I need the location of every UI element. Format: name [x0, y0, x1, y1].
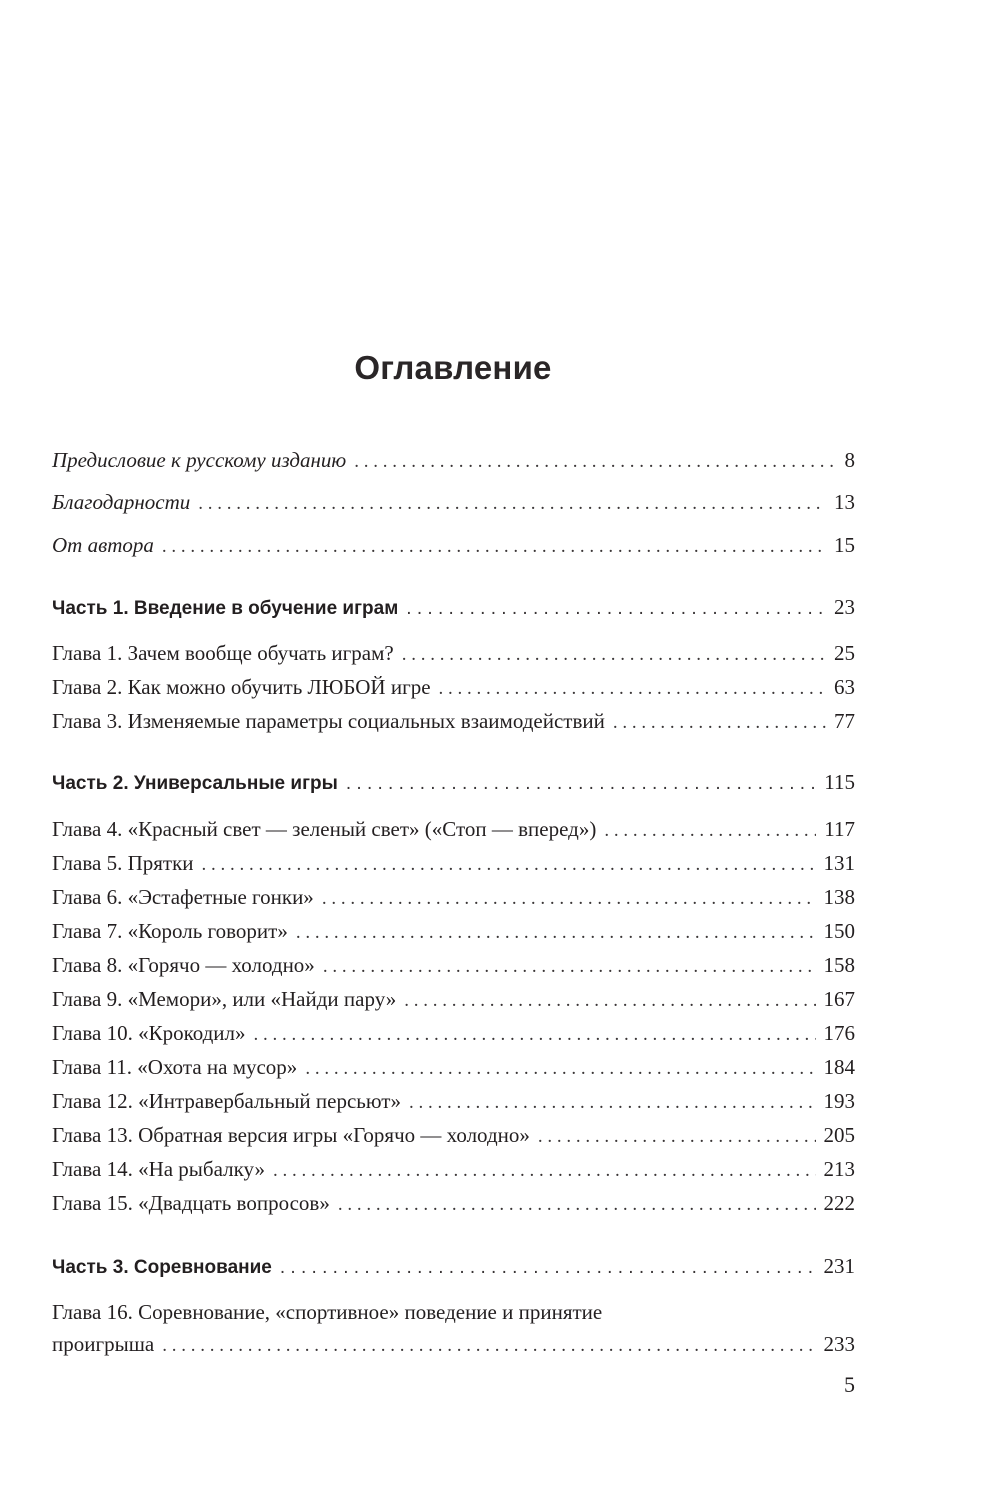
toc-entry-label: Глава 4. «Красный свет — зеленый свет» («Стоп — вперед») [52, 817, 597, 841]
toc-part-page: 115 [824, 770, 855, 794]
toc-entry-page: 176 [823, 1021, 855, 1045]
dot-leader [604, 818, 816, 844]
dot-leader [202, 852, 816, 878]
toc-entry-page: 15 [834, 533, 855, 557]
toc-entry-preface [52, 447, 855, 475]
toc-part-label: Часть 3. Соревнование [52, 1257, 272, 1278]
toc-chapter-14 [52, 1156, 855, 1184]
toc-entry-page: 213 [823, 1157, 855, 1181]
toc-entry-label: Глава 13. Обратная версия игры «Горячо — холодно» [52, 1123, 530, 1147]
toc-entry-label: Глава 15. «Двадцать вопросов» [52, 1191, 330, 1215]
toc-entry-page: 77 [834, 709, 855, 733]
toc-chapter-16-line1: Глава 16. Соревнование, «спортивное» поведение и принятие [52, 1300, 603, 1324]
toc-part-page: 231 [823, 1254, 855, 1278]
toc-chapter-3 [52, 708, 855, 736]
dot-leader [296, 920, 816, 946]
toc-entry-page: 63 [834, 675, 855, 699]
dot-leader [538, 1124, 816, 1150]
dot-leader [198, 491, 826, 517]
toc-entry-label: Глава 14. «На рыбалку» [52, 1157, 266, 1181]
toc-part-page: 23 [834, 595, 855, 619]
toc-chapter-9 [52, 986, 855, 1014]
toc-entry-label: проигрыша [52, 1332, 155, 1356]
dot-leader [338, 1192, 816, 1218]
dot-leader [409, 1090, 816, 1116]
dot-leader [402, 642, 826, 668]
toc-entry-label: Глава 9. «Мемори», или «Найди пару» [52, 987, 397, 1011]
toc-chapter-11 [52, 1054, 855, 1082]
toc-chapter-2 [52, 674, 855, 702]
toc-chapter-10 [52, 1020, 855, 1048]
toc-entry-label: Глава 2. Как можно обучить ЛЮБОЙ игре [52, 675, 431, 699]
toc-chapter-12 [52, 1088, 855, 1116]
toc-chapter-5 [52, 850, 855, 878]
dot-leader [323, 954, 816, 980]
toc-entry-label: Глава 8. «Горячо — холодно» [52, 953, 315, 977]
page-title: Оглавление [354, 349, 552, 386]
toc-chapter-8 [52, 952, 855, 980]
toc-entry-label: Глава 6. «Эстафетные гонки» [52, 885, 314, 909]
toc-entry-page: 193 [823, 1089, 855, 1113]
dot-leader [439, 676, 826, 702]
dot-leader [404, 988, 815, 1014]
toc-chapter-16 [52, 1331, 855, 1359]
dot-leader [280, 1255, 816, 1281]
toc-entry-page: 25 [834, 641, 855, 665]
toc-chapter-7 [52, 918, 855, 946]
toc-entry-label: Глава 12. «Интравербальный персьют» [52, 1089, 401, 1113]
dot-leader [273, 1158, 815, 1184]
toc-part-3 [52, 1253, 855, 1281]
dot-leader [346, 771, 816, 797]
toc-chapter-6 [52, 884, 855, 912]
toc-entry-page: 222 [823, 1191, 855, 1215]
toc-entry-label: Глава 1. Зачем вообще обучать играм? [52, 641, 394, 665]
toc-entry-page: 150 [823, 919, 855, 943]
dot-leader [162, 534, 826, 560]
dot-leader [162, 1333, 815, 1359]
toc-entry-label: Глава 5. Прятки [52, 851, 194, 875]
toc-entry-page: 131 [823, 851, 855, 875]
toc-entry-label: Глава 7. «Король говорит» [52, 919, 288, 943]
toc-part-label: Часть 2. Универсальные игры [52, 773, 338, 794]
toc-entry-page: 13 [834, 490, 855, 514]
page-number: 5 [844, 1372, 855, 1397]
toc-entry-acknowledgements [52, 489, 855, 517]
toc-entry-label: Глава 10. «Крокодил» [52, 1021, 246, 1045]
toc-entry-page: 233 [823, 1332, 855, 1356]
toc-chapter-13 [52, 1122, 855, 1150]
toc-part-2 [52, 769, 855, 797]
dot-leader [354, 449, 836, 475]
toc-entry-page: 117 [824, 817, 855, 841]
toc-part-1 [52, 594, 855, 622]
toc-entry-page: 158 [823, 953, 855, 977]
toc-entry-page: 138 [823, 885, 855, 909]
toc-chapter-1 [52, 640, 855, 668]
dot-leader [254, 1022, 816, 1048]
dot-leader [406, 596, 826, 622]
toc-entry-author-note [52, 532, 855, 560]
toc-entry-page: 184 [823, 1055, 855, 1079]
toc-entry-label: Предисловие к русскому изданию [52, 448, 347, 472]
toc-part-label: Часть 1. Введение в обучение играм [52, 598, 399, 619]
toc-entry-label: Глава 3. Изменяемые параметры социальных взаимодействий [52, 709, 605, 733]
toc-entry-label: От автора [52, 533, 154, 557]
toc-entry-page: 167 [823, 987, 855, 1011]
dot-leader [613, 710, 826, 736]
toc-entry-page: 205 [823, 1123, 855, 1147]
toc-chapter-4 [52, 816, 855, 844]
toc-entry-label: Благодарности [52, 490, 191, 514]
toc-chapter-15 [52, 1190, 855, 1218]
toc-entry-label: Глава 11. «Охота на мусор» [52, 1055, 298, 1079]
toc-entry-page: 8 [844, 448, 855, 472]
dot-leader [322, 886, 816, 912]
dot-leader [305, 1056, 815, 1082]
